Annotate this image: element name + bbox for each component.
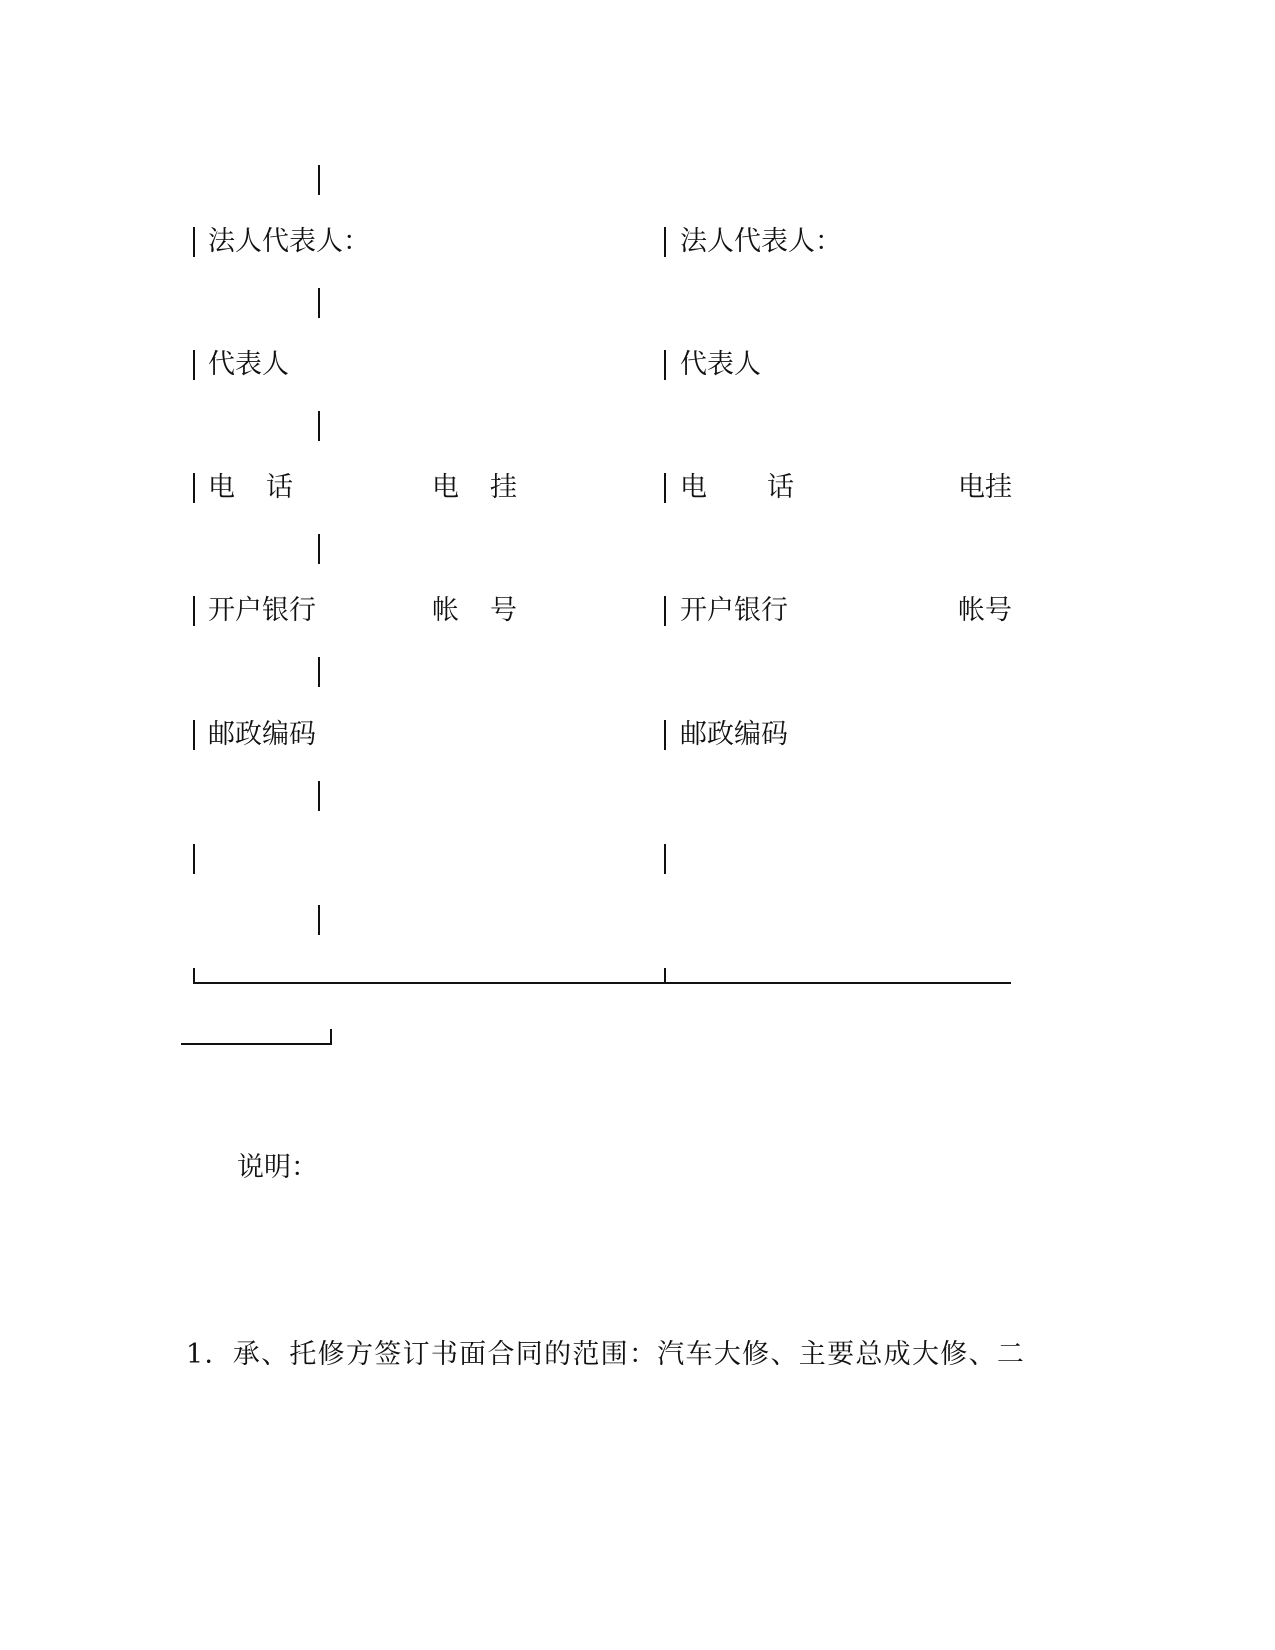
left-legal-rep-label: 法人代表人： xyxy=(208,226,370,257)
table-corner-bottom-right xyxy=(330,1029,332,1045)
left-postcode-label: 邮政编码 xyxy=(208,719,316,750)
table-border-mark xyxy=(664,844,666,874)
right-bank-label: 开户银行 xyxy=(680,595,788,626)
table-border-mark xyxy=(193,596,195,626)
right-phone-label: 电 话 xyxy=(680,472,796,503)
table-border-mark xyxy=(318,411,320,441)
right-postcode-label: 邮政编码 xyxy=(680,719,788,750)
table-border-mark xyxy=(664,596,666,626)
notes-item-1: 1．承、托修方签订书面合同的范围：汽车大修、主要总成大修、二 xyxy=(186,1339,1026,1370)
left-agent-label: 代表人 xyxy=(208,349,289,380)
right-telegraph-label: 电挂 xyxy=(958,472,1012,503)
table-border-mark xyxy=(318,905,320,935)
table-border-mark xyxy=(193,844,195,874)
right-legal-rep-label: 法人代表人： xyxy=(680,226,842,257)
table-border-mark xyxy=(664,350,666,380)
table-bottom-border-continued xyxy=(181,1043,332,1045)
table-border-mark xyxy=(193,720,195,750)
left-phone-label: 电 话 xyxy=(208,472,295,503)
right-account-label: 帐号 xyxy=(958,595,1012,626)
table-border-mark xyxy=(193,227,195,257)
left-bank-label: 开户银行 xyxy=(208,595,316,626)
table-border-mark xyxy=(318,288,320,318)
table-border-mark xyxy=(664,720,666,750)
left-telegraph-label: 电 挂 xyxy=(432,472,519,503)
table-bottom-junction xyxy=(664,968,666,984)
table-border-mark xyxy=(318,657,320,687)
table-border-mark xyxy=(664,227,666,257)
table-border-mark xyxy=(318,534,320,564)
table-border-mark xyxy=(318,781,320,811)
notes-heading: 说明： xyxy=(237,1152,318,1183)
left-account-label: 帐 号 xyxy=(432,595,519,626)
table-border-mark xyxy=(318,165,320,195)
table-border-mark xyxy=(193,350,195,380)
table-border-mark xyxy=(193,473,195,503)
table-border-mark xyxy=(664,473,666,503)
table-bottom-border xyxy=(193,982,1011,984)
right-agent-label: 代表人 xyxy=(680,349,761,380)
